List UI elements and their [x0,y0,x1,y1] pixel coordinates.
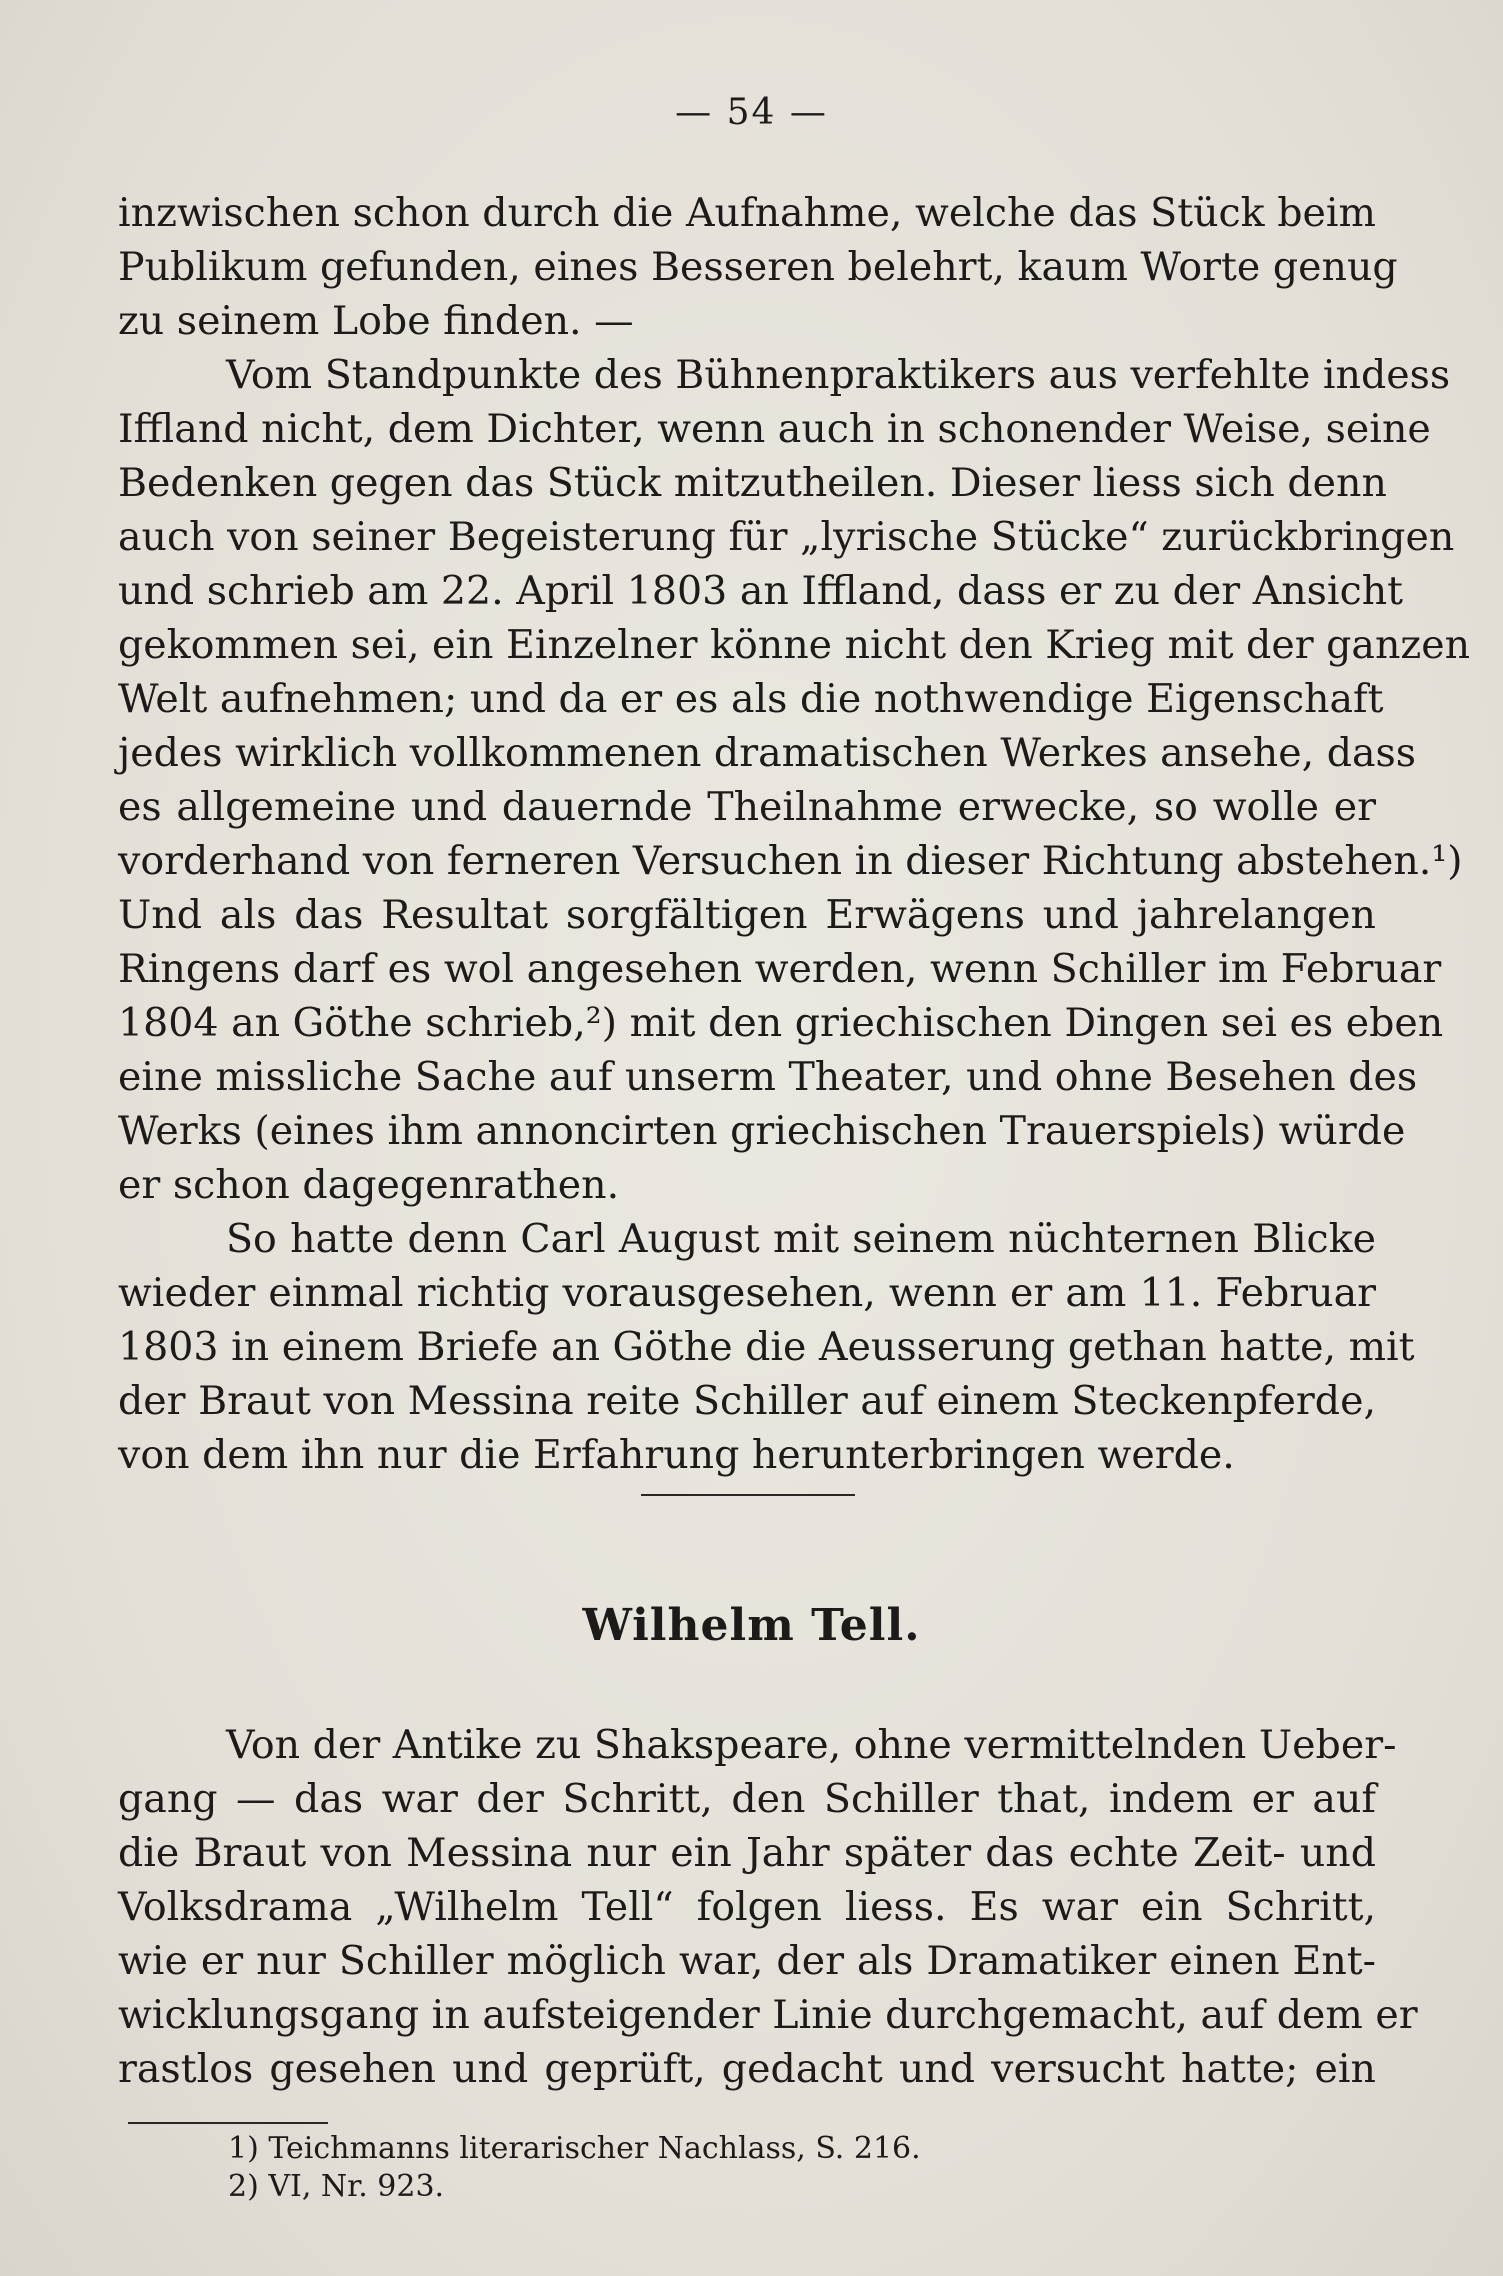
text-line: vorderhand von ferneren Versuchen in dieser Richtung abstehen.¹) [118,838,1463,884]
text-line: Und als das Resultat sorgfältigen Erwägens und jahrelangen [118,892,1376,938]
text-line: Ringens darf es wol angesehen werden, wenn Schiller im Februar [118,946,1442,992]
text-line: rastlos gesehen und geprüft, gedacht und versucht hatte; ein [118,2046,1376,2092]
footnote-marker: 2) [228,2169,259,2204]
text-line: es allgemeine und dauernde Theilnahme erwecke, so wolle er [118,784,1376,830]
text-line: der Braut von Messina reite Schiller auf einem Steckenpferde, [118,1378,1376,1424]
text-line: gekommen sei, ein Einzelner könne nicht den Krieg mit der ganzen [118,622,1471,668]
text-line: wie er nur Schiller möglich war, der als Dramatiker einen Ent- [118,1938,1376,1984]
text-block-after [118,1718,1418,2096]
section-divider [641,1494,855,1496]
text-line: Von der Antike zu Shakspeare, ohne vermittelnden Ueber- [226,1722,1397,1768]
text-line: eine missliche Sache auf unserm Theater, und ohne Besehen des [118,1054,1418,1100]
text-line: gang — das war der Schritt, den Schiller that, indem er auf [118,1776,1376,1822]
footnote-text: VI, Nr. 923. [268,2169,445,2204]
text-line: Werks (eines ihm annoncirten griechischen Trauerspiels) würde [118,1108,1406,1154]
text-line: und schrieb am 22. April 1803 an Iffland, dass er zu der Ansicht [118,568,1404,614]
text-line: jedes wirklich vollkommenen dramatischen Werkes ansehe, dass [118,730,1417,776]
text-line: wieder einmal richtig vorausgesehen, wenn er am 11. Februar [118,1270,1376,1316]
footnotes [228,2130,921,2206]
section-title: Wilhelm Tell. [582,1600,921,1651]
text-line: Volksdrama „Wilhelm Tell“ folgen liess. Es war ein Schritt, [118,1884,1376,1930]
text-line: Bedenken gegen das Stück mitzutheilen. Dieser liess sich denn [118,460,1387,506]
footnote-1 [228,2130,921,2168]
footnote-rule [128,2122,328,2124]
text-line: von dem ihn nur die Erfahrung herunterbringen werde. [118,1432,1235,1478]
footnote-text: Teichmanns literarischer Nachlass, S. 216. [268,2131,921,2166]
text-line: die Braut von Messina nur ein Jahr später das echte Zeit- und [118,1830,1376,1876]
text-line: 1803 in einem Briefe an Göthe die Aeusserung gethan hatte, mit [118,1324,1415,1370]
text-line: 1804 an Göthe schrieb,²) mit den griechischen Dingen sei es eben [118,1000,1444,1046]
text-line: auch von seiner Begeisterung für „lyrische Stücke“ zurückbringen [118,514,1455,560]
text-line: inzwischen schon durch die Aufnahme, welche das Stück beim [118,190,1376,236]
text-line: Welt aufnehmen; und da er es als die nothwendige Eigenschaft [118,676,1384,722]
text-block-before [118,186,1471,1482]
text-line: wicklungsgang in aufsteigender Linie durchgemacht, auf dem er [118,1992,1418,2038]
page-number: — 54 — [675,92,828,133]
text-line: er schon dagegenrathen. [118,1162,620,1208]
text-line: Publikum gefunden, eines Besseren belehrt, kaum Worte genug [118,244,1398,290]
footnote-marker: 1) [228,2131,259,2166]
text-line: Iffland nicht, dem Dichter, wenn auch in schonender Weise, seine [118,406,1431,452]
footnote-2 [228,2168,921,2206]
text-line: Vom Standpunkte des Bühnenpraktikers aus verfehlte indess [226,352,1451,398]
text-line: So hatte denn Carl August mit seinem nüchternen Blicke [226,1216,1376,1262]
text-line: zu seinem Lobe finden. — [118,298,634,344]
